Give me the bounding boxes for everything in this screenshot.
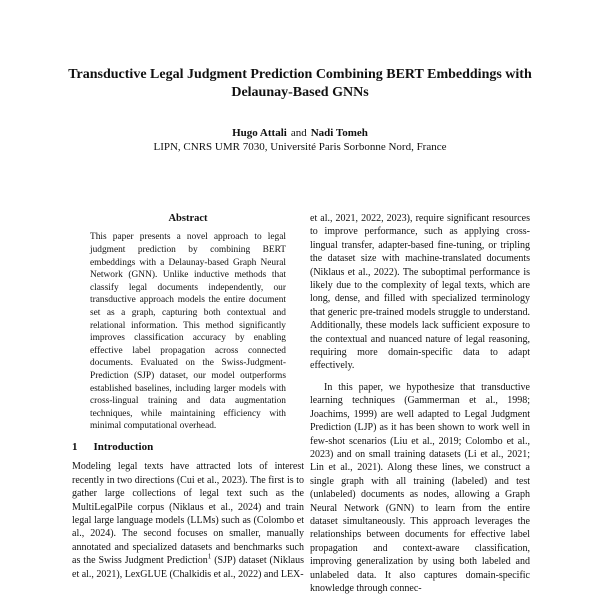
abstract-heading: Abstract <box>168 213 208 224</box>
left-column <box>72 212 304 581</box>
author-2: Nadi Tomeh <box>310 127 368 139</box>
authors-block <box>40 126 560 154</box>
footnote-mark: 1 <box>207 552 212 561</box>
section-title: Introduction <box>93 440 154 453</box>
intro-paragraph-1-cont: (SJP) dataset (Niklaus et al., 2021), LexGLUE (Chalkidis et al., 2022) and LEX- <box>72 555 304 580</box>
intro-paragraph-3: In this paper, we hypothesize that transductive learning techniques (Gammerman et al., 1998; Joachims, 1999) are well adapted to Legal Judgment Prediction (LJP) as it has been shown to work well in few-shot scenarios (Liu et al., 2019; Colombo et al., 2023) and on small training datasets (Li et al., 2021; Lin et al., 2021). Along these lines, we construct a single graph with all training (labeled) and test (unlabeled) documents as nodes, allowing a Graph Neural Network (GNN) to learn from the entire dataset simultaneously. This approach leverages the relationships between documents for effective label propagation and context-aware classification, improving generalization by using both labeled and unlabeled data. It also captures domain-specific knowledge through connec- <box>310 381 530 594</box>
intro-paragraph-1-text: Modeling legal texts have attracted lots of interest recently in two directions (Cui et al., 2023). The first is to gather large collections of legal text such as the MultiLegalPile corpus (Niklaus et al., 2024) and train legal large language models (LLMs) such as (Colombo et al., 2024). The second focuses on smaller, manually annotated and specialized datasets and benchmarks such as the Swiss Judgment Prediction <box>72 461 304 567</box>
paper-title: Transductive Legal Judgment Prediction Combining BERT Embeddings with Delaunay-Based GNNs <box>68 67 532 100</box>
affiliation: LIPN, CNRS UMR 7030, Université Paris Sorbonne Nord, France <box>153 141 447 153</box>
intro-paragraph-2: et al., 2021, 2022, 2023), require significant resources to improve performance, such as applying cross-lingual transfer, adapter-based fine-tuning, or tripling the dataset size with machine-translated documents (Niklaus et al., 2022). The suboptimal performance is likely due to the complexity of legal texts, which are long, dense, and filled with specialized terminology that generic pre-trained models struggle to understand. Additionally, these models lack sufficient exposure to the contextual and nuanced nature of legal reasoning, requiring more domain-specific data to adapt effectively. <box>310 213 530 372</box>
author-names <box>40 126 560 140</box>
section-heading-introduction <box>72 441 304 454</box>
section-number: 1 <box>72 440 78 453</box>
intro-paragraph-1 <box>72 460 304 581</box>
abstract-text: This paper presents a novel approach to legal judgment prediction by combining BERT embeddings with a Delaunay-based Graph Neural Network (GNN). Unlike inductive methods that classify legal documents independently, our transductive approach models the entire document set as a graph, capturing both contextual and relational information. This method significantly improves classification accuracy by enabling effective label propagation across connected documents. Evaluated on the Swiss-Judgment-Prediction (SJP) dataset, our model outperforms established baselines, including larger models with cross-lingual training and data augmentation techniques, while maintaining efficiency with minimal computational overhead. <box>90 232 286 432</box>
author-1: Hugo Attali <box>232 127 287 139</box>
right-column <box>310 212 530 595</box>
author-conjunction: and <box>290 127 307 139</box>
